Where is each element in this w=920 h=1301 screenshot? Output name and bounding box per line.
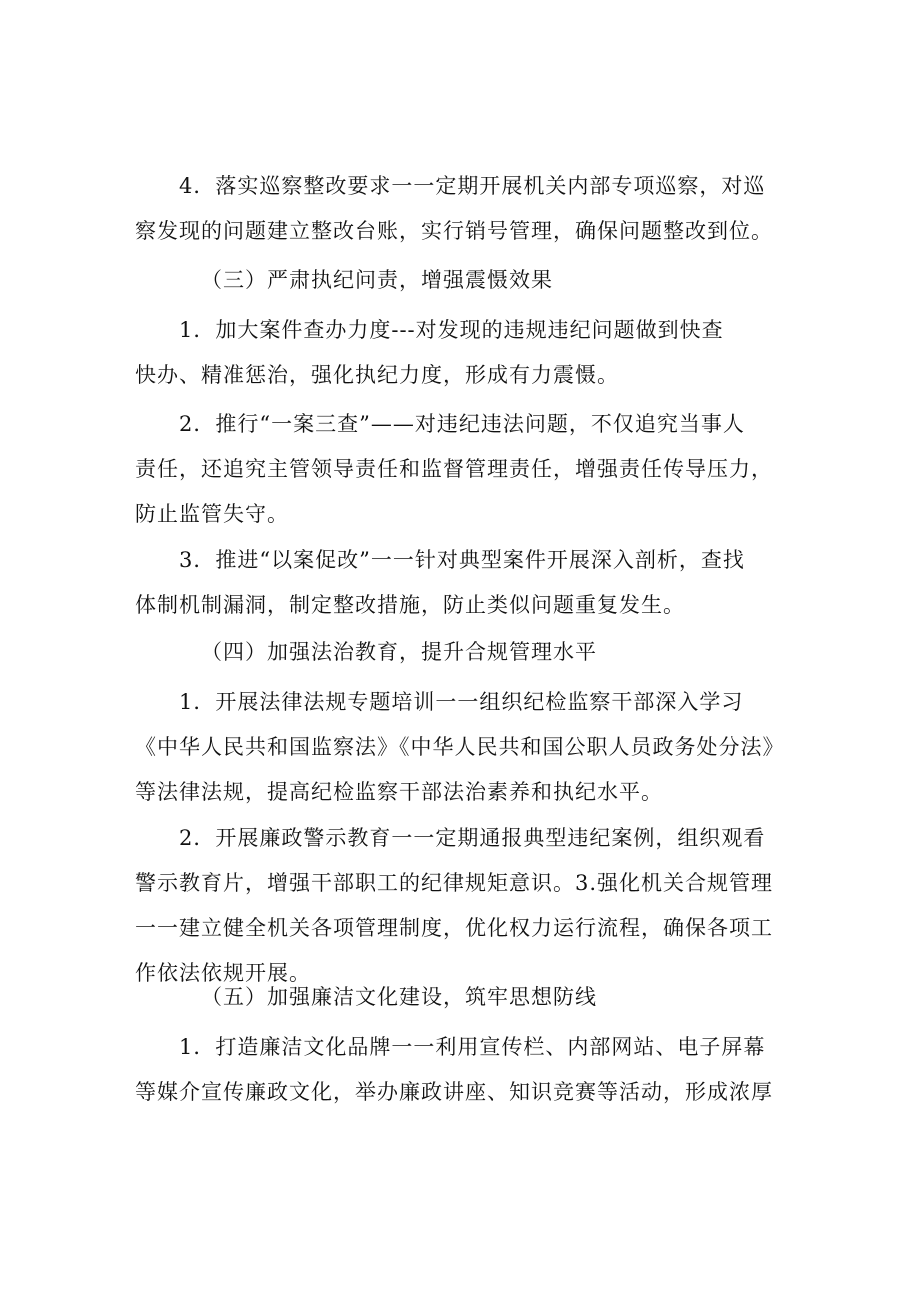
text-line: 快办、精准惩治，强化执纪力度，形成有力震慑。 (135, 363, 619, 387)
text-line: 等法律法规，提高纪检监察干部法治素养和执纪水平。 (135, 780, 663, 804)
text-line: 等媒介宣传廉政文化，举办廉政讲座、知识竞赛等活动，形成浓厚 (135, 1080, 773, 1104)
text-line: 防止监管失守。 (135, 502, 289, 526)
text-line: 4．落实巡察整改要求一一定期开展机关内部专项巡察，对巡 (179, 174, 766, 198)
text-line: 责任，还追究主管领导责任和监督管理责任，增强责任传导压力， (135, 457, 773, 481)
section-heading-3 (135, 258, 805, 303)
paragraph-1-integrity-culture (135, 1025, 805, 1115)
text-line: 1．打造廉洁文化品牌一一利用宣传栏、内部网站、电子屏幕 (179, 1035, 766, 1059)
text-line: 1．加大案件查办力度---对发现的违规违纪问题做到快查 (179, 318, 724, 342)
text-line: 察发现的问题建立整改台账，实行销号管理，确保问题整改到位。 (135, 219, 773, 243)
heading-line: （三）严肃执纪问责，增强震慑效果 (201, 268, 553, 292)
text-line: 警示教育片，增强干部职工的纪律规矩意识。3.强化机关合规管理 (135, 871, 774, 895)
paragraph-3-case-driven-reform (135, 538, 805, 628)
text-line: 《中华人民共和国监察法》《中华人民共和国公职人员政务处分法》 (135, 735, 785, 759)
text-line: 体制机制漏洞，制定整改措施，防止类似问题重复发生。 (135, 593, 685, 617)
text-line: 2．开展廉政警示教育一一定期通报典型违纪案例，组织观看 (179, 826, 766, 850)
section-heading-5 (135, 975, 805, 1020)
text-line: 1．开展法律法规专题培训一一组织纪检监察干部深入学习 (179, 690, 744, 714)
heading-line: （五）加强廉洁文化建设，筑牢思想防线 (201, 985, 597, 1009)
paragraph-1-case-handling (135, 308, 805, 398)
heading-line: （四）加强法治教育，提升合规管理水平 (201, 640, 597, 664)
paragraph-4-rectification (135, 164, 805, 254)
paragraph-1-legal-training (135, 680, 805, 815)
text-line: 3．推进“以案促改”一一针对典型案件开展深入剖析，查找 (179, 548, 745, 572)
text-line: 一一建立健全机关各项管理制度，优化权力运行流程，确保各项工 (135, 916, 773, 940)
paragraph-2-one-case-three-checks (135, 402, 805, 537)
text-line: 2．推行“一案三查”——对违纪违法问题，不仅追究当事人 (179, 412, 745, 436)
section-heading-4 (135, 630, 805, 675)
paragraph-2-warning-education (135, 816, 805, 996)
text-line: 作依法依规开展。 (135, 961, 311, 985)
